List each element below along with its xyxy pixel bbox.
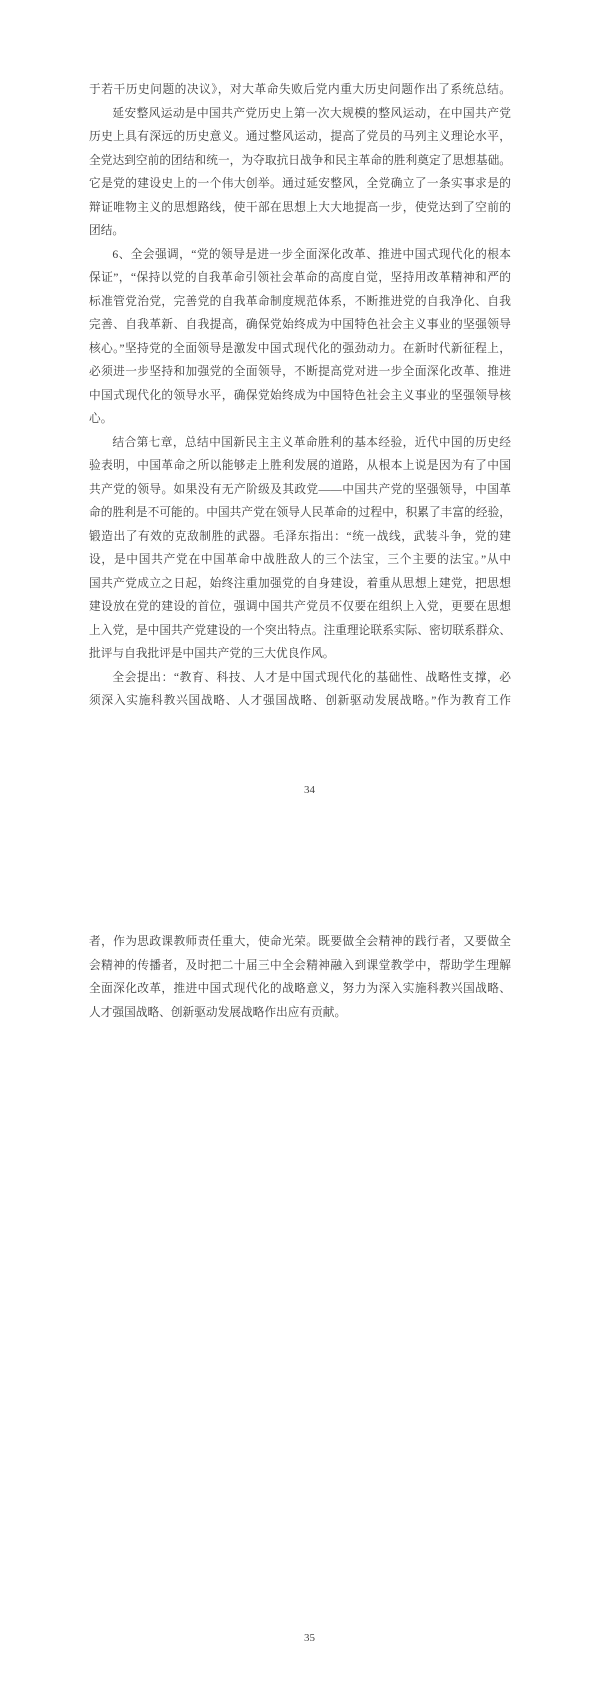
page-35-text-block xyxy=(89,930,511,1024)
text-line: 全党达到空前的团结和统一，为夺取抗日战争和民主革命的胜利奠定了思想基础。 xyxy=(89,153,511,167)
text-line: 共产党的领导。如果没有无产阶级及其政党——中国共产党的坚强领导，中国革 xyxy=(89,482,511,496)
text-line: 锻造出了有效的克敌制胜的武器。毛泽东指出：“统一战线，武装斗争，党的建 xyxy=(89,529,511,543)
text-line: 国共产党成立之日起，始终注重加强党的自身建设，着重从思想上建党，把思想 xyxy=(89,576,511,590)
page-34-text-block xyxy=(89,78,511,713)
text-line: 标准管党治党，完善党的自我革命制度规范体系，不断推进党的自我净化、自我 xyxy=(89,294,511,308)
text-line: 全面深化改革，推进中国式现代化的战略意义，努力为深入实施科教兴国战略、 xyxy=(89,982,511,995)
text-line: 团结。 xyxy=(89,224,125,237)
text-line: 完善、自我革新、自我提高，确保党始终成为中国特色社会主义事业的坚强领导 xyxy=(89,318,511,331)
text-line: 6、全会强调，“党的领导是进一步全面深化改革、推进中国式现代化的根本 xyxy=(112,247,511,261)
text-line: 会精神的传播者，及时把二十届三中全会精神融入到课堂教学中，帮助学生理解 xyxy=(89,958,511,972)
page-number-35: 35 xyxy=(304,1632,315,1644)
text-line: 必须进一步坚持和加强党的全面领导，不断提高党对进一步全面深化改革、推进 xyxy=(89,365,511,378)
text-line: 结合第七章，总结中国新民主主义革命胜利的基本经验，近代中国的历史经 xyxy=(112,435,511,449)
text-line: 于若干历史问题的决议》，对大革命失败后党内重大历史问题作出了系统总结。 xyxy=(89,83,511,96)
text-line: 它是党的建设史上的一个伟大创举。通过延安整风，全党确立了一条实事求是的 xyxy=(89,177,511,190)
text-line: 辩证唯物主义的思想路线，使干部在思想上大大地提高一步，使党达到了空前的 xyxy=(89,200,511,214)
text-line: 历史上具有深远的历史意义。通过整风运动，提高了党员的马列主义理论水平， xyxy=(89,130,511,143)
text-line: 中国式现代化的领导水平，确保党始终成为中国特色社会主义事业的坚强领导核 xyxy=(89,388,511,402)
text-line: 命的胜利是不可能的。中国共产党在领导人民革命的过程中，积累了丰富的经验， xyxy=(89,506,511,519)
text-line: 须深入实施科教兴国战略、人才强国战略、创新驱动发展战略。”作为教育工作 xyxy=(89,694,511,707)
text-line: 保证”，“保持以党的自我革命引领社会革命的高度自觉，坚持用改革精神和严的 xyxy=(89,271,511,284)
text-line: 人才强国战略、创新驱动发展战略作出应有贡献。 xyxy=(89,1005,347,1019)
page-number-34: 34 xyxy=(304,784,315,796)
text-line: 验表明，中国革命之所以能够走上胜利发展的道路，从根本上说是因为有了中国 xyxy=(89,459,511,472)
text-line: 上入党，是中国共产党建设的一个突出特点。注重理论联系实际、密切联系群众、 xyxy=(89,623,511,637)
text-line: 全会提出：“教育、科技、人才是中国式现代化的基础性、战略性支撑，必 xyxy=(112,670,511,684)
text-line: 批评与自我批评是中国共产党的三大优良作风。 xyxy=(89,647,335,660)
text-line: 者，作为思政课教师责任重大，使命光荣。既要做全会精神的践行者，又要做全 xyxy=(89,935,511,948)
text-line: 建设放在党的建设的首位，强调中国共产党员不仅要在组织上入党，更要在思想 xyxy=(89,600,511,613)
text-line: 核心。”坚持党的全面领导是激发中国式现代化的强劲动力。在新时代新征程上， xyxy=(89,341,511,355)
text-line: 设，是中国共产党在中国革命中战胜敌人的三个法宝，三个主要的法宝。”从中 xyxy=(89,553,511,566)
text-line: 延安整风运动是中国共产党历史上第一次大规模的整风运动，在中国共产党 xyxy=(112,106,511,120)
text-line: 心。 xyxy=(89,412,113,425)
